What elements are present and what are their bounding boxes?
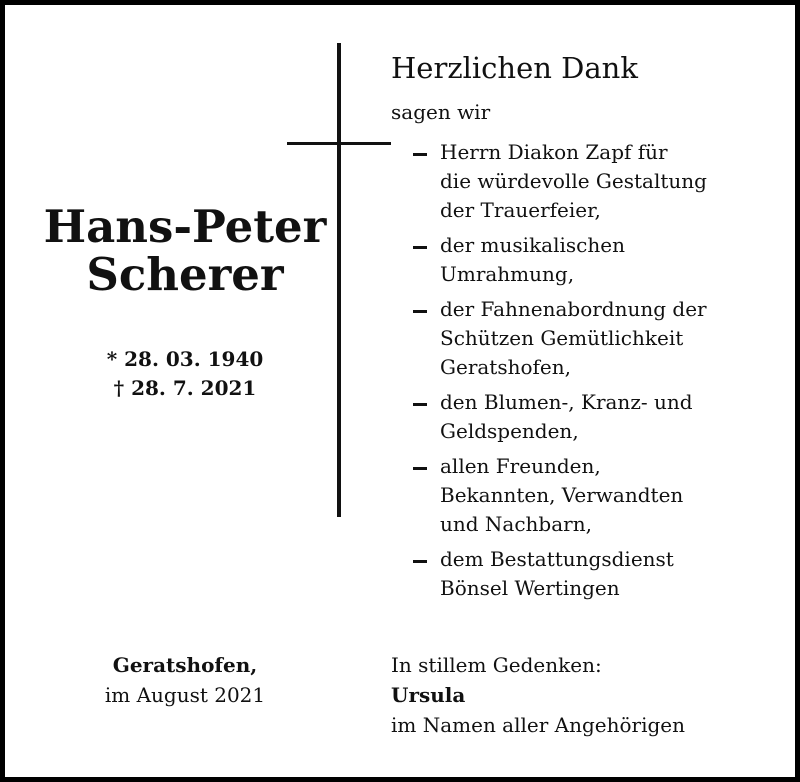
thanks-item [413,295,707,382]
thanks-item [413,231,707,289]
dash-bullet-icon [413,467,427,470]
signature-block [391,650,685,740]
deceased-name [5,200,365,301]
thanks-item [413,452,707,539]
dash-bullet-icon [413,560,427,563]
thanks-item-line: dem Bestattungsdienst [440,547,674,571]
thanks-item-line: Schützen Gemütlichkeit [440,326,684,350]
name-line-last: Scherer [86,248,284,301]
thanks-heading: Herzlichen Dank [391,51,638,85]
family-line: im Namen aller Angehörigen [391,713,686,737]
thanks-item-line: Geldspenden, [440,419,579,443]
thanks-list [413,138,707,609]
thanks-item-line: Herrn Diakon Zapf für [440,140,668,164]
closing-line: In stillem Gedenken: [391,653,602,677]
place-and-date [5,650,365,710]
thanks-item-line: allen Freunden, [440,454,601,478]
thanks-item-line: der musikalischen [440,233,625,257]
death-date: † 28. 7. 2021 [113,376,257,400]
dash-bullet-icon [413,310,427,313]
thanks-item-line: den Blumen-, Kranz- und [440,390,693,414]
thanks-item-line: der Trauerfeier, [440,198,601,222]
dash-bullet-icon [413,403,427,406]
thanks-item [413,545,707,603]
thanks-item-line: Bekannten, Verwandten [440,483,684,507]
thanks-item-line: der Fahnenabordnung der [440,297,707,321]
obituary-card [5,5,795,777]
notice-date: im August 2021 [104,683,266,707]
life-dates [5,345,365,403]
thanks-item-line: und Nachbarn, [440,512,592,536]
thanks-item [413,138,707,225]
dash-bullet-icon [413,153,427,156]
birth-date: * 28. 03. 1940 [106,347,264,371]
thanks-item [413,388,707,446]
thanks-intro: sagen wir [391,100,491,124]
name-line-first: Hans-Peter [43,200,327,253]
thanks-item-line: Umrahmung, [440,262,575,286]
cross-horizontal-bar [287,142,391,145]
dash-bullet-icon [413,246,427,249]
thanks-item-line: Geratshofen, [440,355,571,379]
place-name: Geratshofen, [112,653,258,677]
signer-name: Ursula [391,683,466,707]
thanks-item-line: Bönsel Wertingen [440,576,620,600]
thanks-item-line: die würdevolle Gestaltung [440,169,707,193]
